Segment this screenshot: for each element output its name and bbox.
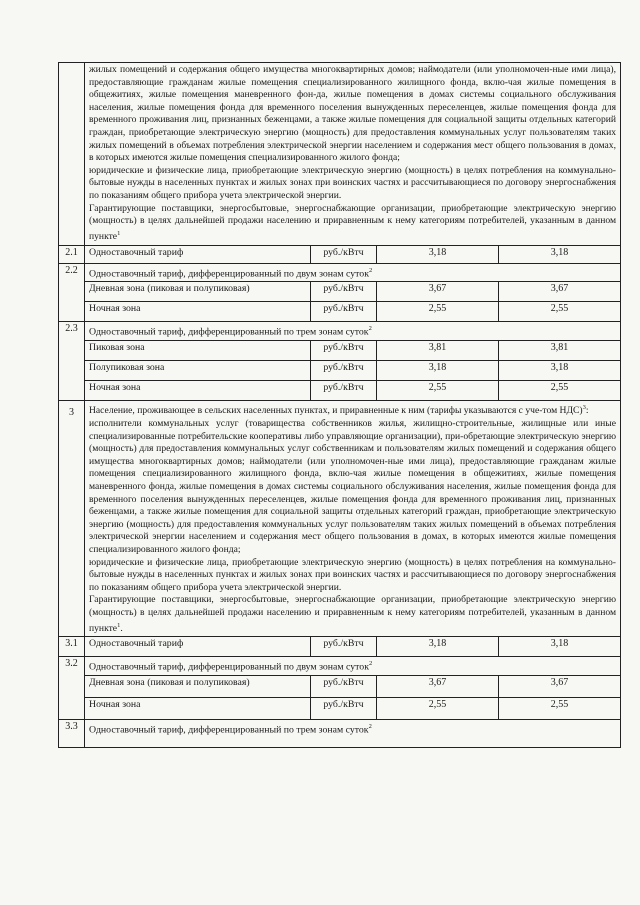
description-paragraph: исполнители коммунальных услуг (товарищества собственников жилья, жилищно-строительные, жилищные или иные специализированные потребительские кооперативы либо управляющие организации), при-обретающие электрическую энергию (мощность) для предоставления коммунальных услуг собственникам и пользователям жилых помещений и содержания общего имущества многоквартирных домов; наймодатели (или уполномочен-ные ими лица), предоставляющие гражданам жилые помещения специализированного жилищного фонда, вклю-чая жилые помещения в общежитиях, жилые помещения маневренного фонда, жилые помещения в домах системы социального обслуживания населения, жилые помещения фонда для временного поселения вынужденных переселенцев, жилые помещения фонда для временного проживания лиц, признанных беженцами, а также жилые помещения для социальной защиты отдельных категорий граждан, приобретающие электрическую энергию (мощность) для предоставления коммунальных услуг пользователям таких жилых помещений в объемах потребления электрической энергии населением и содержания мест общего пользования в домах, в которых имеются жилые помещения специализированного жилого фонда; xyxy=(89,418,617,555)
table-row xyxy=(59,361,621,381)
row-number: 3 xyxy=(59,401,85,637)
tariff-unit: руб./кВтч xyxy=(311,381,377,401)
tariff-unit: руб./кВтч xyxy=(311,698,377,720)
tariff-value-period-1: 3,18 xyxy=(377,361,499,381)
row-number: 2.1 xyxy=(59,245,85,263)
tariff-value-period-1: 3,67 xyxy=(377,676,499,698)
tariff-value-period-2: 2,55 xyxy=(499,302,621,322)
tariff-value-period-2: 3,67 xyxy=(499,282,621,302)
tariff-label: Ночная зона xyxy=(85,381,311,401)
footnote-mark: 2 xyxy=(368,723,372,731)
tariff-table xyxy=(58,62,621,748)
table-row xyxy=(59,401,621,637)
table-row xyxy=(59,676,621,698)
footnote-mark: 1 xyxy=(117,621,121,629)
tariff-group-label: Одноставочный тариф, дифференцированный по двум зонам суток$^2$ xyxy=(85,263,621,282)
tariff-label: Ночная зона xyxy=(85,302,311,322)
tariff-value-period-2: 3,18 xyxy=(499,245,621,263)
table-row xyxy=(59,263,621,282)
tariff-unit: руб./кВтч xyxy=(311,676,377,698)
category-description xyxy=(85,401,621,637)
tariff-value-period-2: 3,81 xyxy=(499,341,621,361)
table-row xyxy=(59,341,621,361)
tariff-value-period-2: 3,18 xyxy=(499,637,621,657)
tariff-group-label: Одноставочный тариф, дифференцированный по трем зонам суток$^2$ xyxy=(85,322,621,341)
table-row xyxy=(59,698,621,720)
tariff-label: Полупиковая зона xyxy=(85,361,311,381)
table-row xyxy=(59,322,621,341)
footnote-mark: 3 xyxy=(582,404,586,412)
table-row xyxy=(59,720,621,748)
tariff-value-period-2: 3,67 xyxy=(499,676,621,698)
tariff-value-period-1: 3,18 xyxy=(377,637,499,657)
tariff-label: Дневная зона (пиковая и полупиковая) xyxy=(85,676,311,698)
description-paragraph: Гарантирующие поставщики, энергосбытовые, энергоснабжающие организации, приобретающие электрическую энергию (мощность) в целях дальнейшей продажи населению и приравненным к нему категориям потребителей, указанным в данном пункте$^1$. xyxy=(89,594,617,634)
tariff-label: Ночная зона xyxy=(85,698,311,720)
description-paragraph: юридические и физические лица, приобретающие электрическую энергию (мощность) в целях потребления на коммунально-бытовые нужды в населенных пунктах и жилых зонах при воинских частях и рассчитывающиеся по договору энергоснабжения по показаниям общего прибора учета электрической энергии. xyxy=(89,556,617,593)
row-number: 2.2 xyxy=(59,263,85,322)
table-row xyxy=(59,381,621,401)
footnote-mark: 1 xyxy=(117,229,121,237)
table-row xyxy=(59,245,621,263)
row-number: 3.2 xyxy=(59,657,85,720)
tariff-value-period-1: 2,55 xyxy=(377,302,499,322)
description-paragraph: Население, проживающее в сельских населенных пунктах, и приравненные к ним (тарифы указываются с уче-том НДС)$^3$: xyxy=(89,404,589,417)
tariff-label: Дневная зона (пиковая и полупиковая) xyxy=(85,282,311,302)
description-paragraph: жилых помещений и содержания общего имущества многоквартирных домов; наймодатели (или уполномочен-ные ими лица), предоставляющие гражданам жилые помещения специализированного жилищного фонда, вклю-чая жилые помещения в общежитиях, жилые помещения маневренного фон-да, жилые помещения в домах системы социального обслуживания населения, жилые помещения фонда для временного поселения вынужденных переселенцев, жилые помещения фонда для временного проживания лиц, признанных беженцами, а также жилые помещения для социальной защиты отдельных категорий граждан, приобретающие электрическую энергию (мощность) для предоставления коммунальных услуг пользователям таких жилых помещений в объемах потребления электрической энергии населением и содержания мест общего пользования в домах, в которых имеются жилые помещения специализированного жилого фонда; xyxy=(89,64,617,164)
table-row xyxy=(59,302,621,322)
table-row xyxy=(59,637,621,657)
description-paragraph: юридические и физические лица, приобретающие электрическую энергию (мощность) в целях потребления на коммунально-бытовые нужды в населенных пунктах и жилых зонах при воинских частях и рассчитывающиеся по договору энергоснабжения по показаниям общего прибора учета электрической энергии. xyxy=(89,164,617,201)
footnote-mark: 2 xyxy=(368,266,373,274)
tariff-unit: руб./кВтч xyxy=(311,282,377,302)
tariff-label: Одноставочный тариф xyxy=(85,245,311,263)
tariff-label: Пиковая зона xyxy=(85,341,311,361)
tariff-value-period-1: 2,55 xyxy=(377,698,499,720)
category-description xyxy=(85,63,621,246)
tariff-value-period-2: 3,18 xyxy=(499,361,621,381)
footnote-mark: 2 xyxy=(368,660,373,668)
tariff-group-label: Одноставочный тариф, дифференцированный по трем зонам суток$^2$ xyxy=(85,720,621,748)
description-paragraph: Гарантирующие поставщики, энергосбытовые, энергоснабжающие организации, приобретающие электрическую энергию (мощность) в целях дальнейшей продажи населению и приравненным к нему категориям потребителей, указанным в данном пункте$^1$ xyxy=(89,202,617,242)
tariff-group-label: Одноставочный тариф, дифференцированный по двум зонам суток$^2$ xyxy=(85,657,621,676)
tariff-unit: руб./кВтч xyxy=(311,245,377,263)
tariff-value-period-2: 2,55 xyxy=(499,698,621,720)
table-row xyxy=(59,657,621,676)
row-number: 3.3 xyxy=(59,720,85,748)
tariff-label: Одноставочный тариф xyxy=(85,637,311,657)
tariff-unit: руб./кВтч xyxy=(311,637,377,657)
footnote-mark: 2 xyxy=(368,325,372,333)
row-number: 2.3 xyxy=(59,322,85,401)
tariff-value-period-2: 2,55 xyxy=(499,381,621,401)
row-number xyxy=(59,63,85,246)
tariff-value-period-1: 3,67 xyxy=(377,282,499,302)
tariff-value-period-1: 3,81 xyxy=(377,341,499,361)
row-number: 3.1 xyxy=(59,637,85,657)
tariff-unit: руб./кВтч xyxy=(311,341,377,361)
tariff-value-period-1: 2,55 xyxy=(377,381,499,401)
tariff-unit: руб./кВтч xyxy=(311,302,377,322)
tariff-unit: руб./кВтч xyxy=(311,361,377,381)
table-row xyxy=(59,63,621,246)
table-row xyxy=(59,282,621,302)
tariff-value-period-1: 3,18 xyxy=(377,245,499,263)
